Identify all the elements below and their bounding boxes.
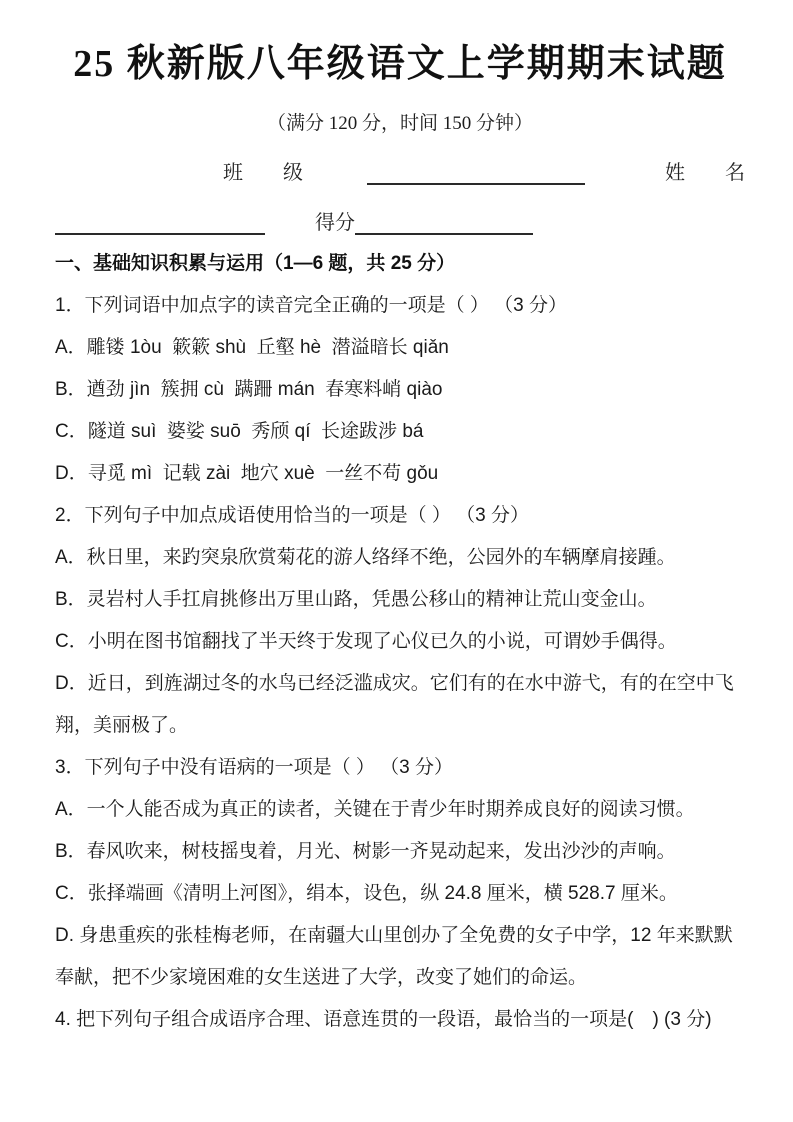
question-3-option-a: A．一个人能否成为真正的读者，关键在于青少年时期养成良好的阅读习惯。	[55, 798, 695, 820]
exam-content	[55, 243, 745, 1041]
name-label: 姓 名	[665, 161, 745, 184]
question-2-option-b: B．灵岩村人手扛肩挑修出万里山路，凭愚公移山的精神让荒山变金山。	[55, 588, 657, 610]
class-label: 班 级	[223, 161, 303, 184]
student-info-row	[55, 159, 745, 185]
question-2-text: 2．下列句子中加点成语使用恰当的一项是（ ） （3 分）	[55, 504, 529, 526]
name-blank-line	[55, 211, 265, 235]
question-1-option-a: A．雕镂 1òu 簌簌 shù 丘壑 hè 潜溢暗长 qiǎn	[55, 336, 449, 358]
question-4-text: 4. 把下列句子组合成语序合理、语意连贯的一段语，最恰当的一项是( ) (3 分)	[55, 1008, 712, 1030]
question-2-option-d: D．近日，到旌湖过冬的水鸟已经泛滥成灾。它们有的在水中游弋，有的在空中飞翔，美丽极了。	[55, 672, 734, 736]
question-2-option-a: A．秋日里，来趵突泉欣赏菊花的游人络绎不绝，公园外的车辆摩肩接踵。	[55, 546, 676, 568]
question-1-option-c: C．隧道 suì 婆娑 suō 秀颀 qí 长途跋涉 bá	[55, 420, 424, 442]
question-2-option-c: C．小明在图书馆翻找了半天终于发现了心仪已久的小说，可谓妙手偶得。	[55, 630, 677, 652]
question-3-option-b: B．春风吹来，树枝摇曳着，月光、树影一齐晃动起来，发出沙沙的声响。	[55, 840, 676, 862]
section-heading: 一、基础知识积累与运用（1—6 题，共 25 分）	[55, 252, 456, 274]
question-3-option-d: D. 身患重疾的张桂梅老师，在南疆大山里创办了全免费的女子中学，12 年来默默奉献，把不少家境困难的女生送进了大学，改变了她们的命运。	[55, 924, 733, 988]
question-1-option-d: D．寻觅 mì 记载 zài 地穴 xuè 一丝不苟 gǒu	[55, 462, 439, 484]
question-1-text: 1．下列词语中加点字的读音完全正确的一项是（ ） （3 分）	[55, 294, 567, 316]
question-3-text: 3．下列句子中没有语病的一项是（ ） （3 分）	[55, 756, 453, 778]
score-blank-line	[355, 211, 533, 235]
score-row	[55, 209, 745, 235]
score-label: 得分	[315, 211, 355, 234]
class-blank-line	[367, 161, 585, 185]
question-1-option-b: B．遒劲 jìn 簇拥 cù 蹒跚 mán 春寒料峭 qiào	[55, 378, 443, 400]
page-title: 25 秋新版八年级语文上学期期末试题	[73, 43, 727, 85]
exam-info-subtitle: （满分 120 分，时间 150 分钟）	[266, 112, 533, 134]
question-3-option-c: C．张择端画《清明上河图》，绢本，设色，纵 24.8 厘米，横 528.7 厘米。	[55, 882, 678, 904]
